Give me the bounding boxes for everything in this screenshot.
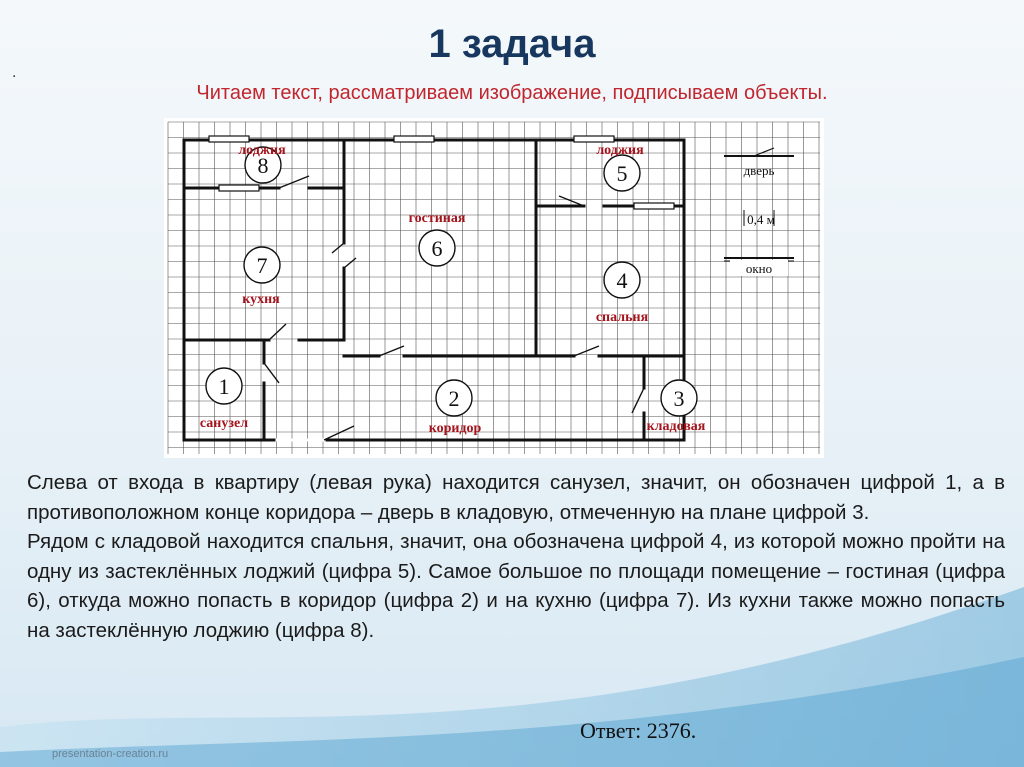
explanation-paragraph-1: Слева от входа в квартиру (левая рука) находится санузел, значит, он обозначен цифрой 1, а в противоположном конце коридора – дверь в кладовую, отмеченную на плане цифрой 3. bbox=[27, 471, 1005, 524]
legend-scale: 0,4 м bbox=[747, 212, 775, 227]
label-kitchen: кухня bbox=[242, 292, 280, 307]
footer-watermark: presentation-creation.ru bbox=[52, 748, 169, 760]
slide-title: 1 задача bbox=[428, 22, 596, 66]
legend-window: окно bbox=[745, 261, 773, 276]
number-living: 6 bbox=[431, 236, 443, 261]
number-corridor: 2 bbox=[448, 386, 460, 411]
number-bedroom: 4 bbox=[616, 268, 628, 293]
legend-door: дверь bbox=[743, 163, 775, 178]
number-storage: 3 bbox=[673, 386, 685, 411]
number-kitchen: 7 bbox=[256, 253, 268, 278]
explanation-text bbox=[27, 468, 1005, 645]
number-loggia-right: 5 bbox=[616, 161, 628, 186]
number-bathroom: 1 bbox=[218, 374, 230, 399]
label-bathroom: санузел bbox=[199, 416, 249, 431]
slide-subtitle: Читаем текст, рассматриваем изображение, подписываем объекты. bbox=[196, 82, 828, 104]
answer: Ответ: 2376. bbox=[580, 718, 697, 743]
label-living: гостиная bbox=[408, 211, 466, 226]
label-corridor: коридор bbox=[428, 421, 482, 436]
label-loggia-left: лоджия bbox=[238, 143, 286, 158]
label-storage: кладовая bbox=[646, 419, 706, 434]
slide-bullet: . bbox=[12, 64, 17, 81]
label-bedroom: спальня bbox=[595, 310, 649, 325]
number-loggia-left: 8 bbox=[257, 153, 269, 178]
label-loggia-right: лоджия bbox=[596, 143, 644, 158]
explanation-paragraph-2: Рядом с кладовой находится спальня, значит, она обозначена цифрой 4, из которой можно пройти на одну из застеклённых лоджий (цифра 5). Самое большое по площади помещение – гостиная (цифра 6), откуда можно попасть в коридор (цифра 2) и на кухню (цифра 7). Из кухни также можно попасть на застеклённую лоджию (цифра 8). bbox=[27, 530, 1005, 642]
floor-plan bbox=[164, 118, 824, 458]
